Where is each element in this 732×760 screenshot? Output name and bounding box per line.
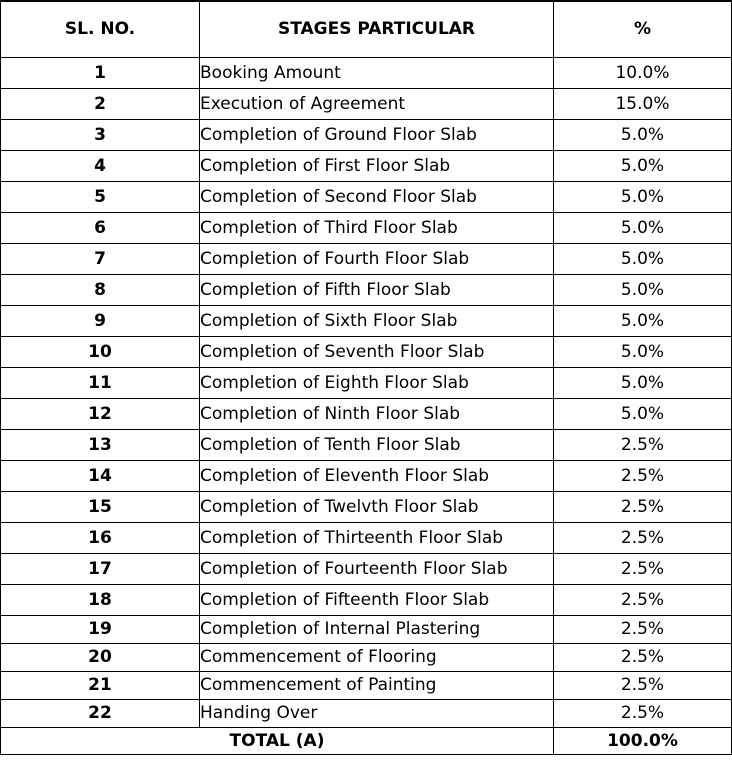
row-sl-no: 17 — [1, 554, 200, 585]
row-percent: 2.5% — [554, 644, 732, 672]
row-sl-no: 7 — [1, 244, 200, 275]
row-percent: 2.5% — [554, 430, 732, 461]
row-stage-particular: Completion of Ninth Floor Slab — [200, 399, 554, 430]
table-row — [1, 585, 732, 616]
row-percent: 5.0% — [554, 399, 732, 430]
row-stage-particular: Completion of Third Floor Slab — [200, 213, 554, 244]
row-percent: 2.5% — [554, 672, 732, 700]
row-percent: 5.0% — [554, 306, 732, 337]
table-row — [1, 368, 732, 399]
table-row — [1, 120, 732, 151]
row-stage-particular: Completion of Eighth Floor Slab — [200, 368, 554, 399]
row-percent: 2.5% — [554, 700, 732, 728]
table-row — [1, 58, 732, 89]
row-sl-no: 9 — [1, 306, 200, 337]
row-percent: 5.0% — [554, 368, 732, 399]
row-sl-no: 3 — [1, 120, 200, 151]
total-percent: 100.0% — [554, 728, 732, 755]
row-percent: 2.5% — [554, 492, 732, 523]
table-row — [1, 213, 732, 244]
row-percent: 2.5% — [554, 585, 732, 616]
table-row — [1, 523, 732, 554]
table-row — [1, 554, 732, 585]
row-percent: 10.0% — [554, 58, 732, 89]
row-stage-particular: Completion of Thirteenth Floor Slab — [200, 523, 554, 554]
row-percent: 2.5% — [554, 523, 732, 554]
row-stage-particular: Commencement of Flooring — [200, 644, 554, 672]
row-stage-particular: Execution of Agreement — [200, 89, 554, 120]
row-percent: 5.0% — [554, 337, 732, 368]
row-stage-particular: Commencement of Painting — [200, 672, 554, 700]
table-row — [1, 672, 732, 700]
table-row — [1, 461, 732, 492]
row-stage-particular: Completion of Tenth Floor Slab — [200, 430, 554, 461]
row-stage-particular: Booking Amount — [200, 58, 554, 89]
row-sl-no: 18 — [1, 585, 200, 616]
row-sl-no: 13 — [1, 430, 200, 461]
row-sl-no: 19 — [1, 616, 200, 644]
table-row — [1, 337, 732, 368]
row-stage-particular: Completion of Internal Plastering — [200, 616, 554, 644]
row-stage-particular: Completion of Second Floor Slab — [200, 182, 554, 213]
table-row — [1, 399, 732, 430]
table-row — [1, 275, 732, 306]
row-percent: 5.0% — [554, 120, 732, 151]
row-stage-particular: Completion of Fourth Floor Slab — [200, 244, 554, 275]
row-percent: 5.0% — [554, 244, 732, 275]
header-percent: % — [554, 1, 732, 58]
row-stage-particular: Completion of Eleventh Floor Slab — [200, 461, 554, 492]
row-stage-particular: Completion of Fourteenth Floor Slab — [200, 554, 554, 585]
row-percent: 2.5% — [554, 616, 732, 644]
row-sl-no: 21 — [1, 672, 200, 700]
table-header-row — [1, 1, 732, 58]
row-sl-no: 12 — [1, 399, 200, 430]
row-sl-no: 6 — [1, 213, 200, 244]
table-row — [1, 306, 732, 337]
row-sl-no: 14 — [1, 461, 200, 492]
row-stage-particular: Completion of Fifth Floor Slab — [200, 275, 554, 306]
row-sl-no: 4 — [1, 151, 200, 182]
total-row — [1, 728, 732, 755]
row-stage-particular: Completion of Seventh Floor Slab — [200, 337, 554, 368]
row-percent: 5.0% — [554, 151, 732, 182]
table-row — [1, 244, 732, 275]
row-sl-no: 10 — [1, 337, 200, 368]
row-sl-no: 15 — [1, 492, 200, 523]
row-stage-particular: Completion of First Floor Slab — [200, 151, 554, 182]
row-sl-no: 2 — [1, 89, 200, 120]
row-sl-no: 5 — [1, 182, 200, 213]
row-stage-particular: Completion of Sixth Floor Slab — [200, 306, 554, 337]
row-stage-particular: Completion of Ground Floor Slab — [200, 120, 554, 151]
row-sl-no: 11 — [1, 368, 200, 399]
total-label: TOTAL (A) — [1, 728, 554, 755]
row-stage-particular: Completion of Fifteenth Floor Slab — [200, 585, 554, 616]
row-sl-no: 22 — [1, 700, 200, 728]
table-row — [1, 89, 732, 120]
row-percent: 15.0% — [554, 89, 732, 120]
table-row — [1, 700, 732, 728]
row-stage-particular: Handing Over — [200, 700, 554, 728]
table-row — [1, 151, 732, 182]
row-sl-no: 8 — [1, 275, 200, 306]
row-stage-particular: Completion of Twelvth Floor Slab — [200, 492, 554, 523]
row-sl-no: 1 — [1, 58, 200, 89]
table-row — [1, 616, 732, 644]
row-percent: 2.5% — [554, 554, 732, 585]
row-percent: 5.0% — [554, 275, 732, 306]
table-body — [1, 58, 732, 728]
table-row — [1, 430, 732, 461]
row-sl-no: 20 — [1, 644, 200, 672]
table-row — [1, 492, 732, 523]
table-row — [1, 182, 732, 213]
table-row — [1, 644, 732, 672]
row-percent: 2.5% — [554, 461, 732, 492]
row-percent: 5.0% — [554, 213, 732, 244]
row-percent: 5.0% — [554, 182, 732, 213]
header-sl-no: SL. NO. — [1, 1, 200, 58]
header-stages-particular: STAGES PARTICULAR — [200, 1, 554, 58]
row-sl-no: 16 — [1, 523, 200, 554]
